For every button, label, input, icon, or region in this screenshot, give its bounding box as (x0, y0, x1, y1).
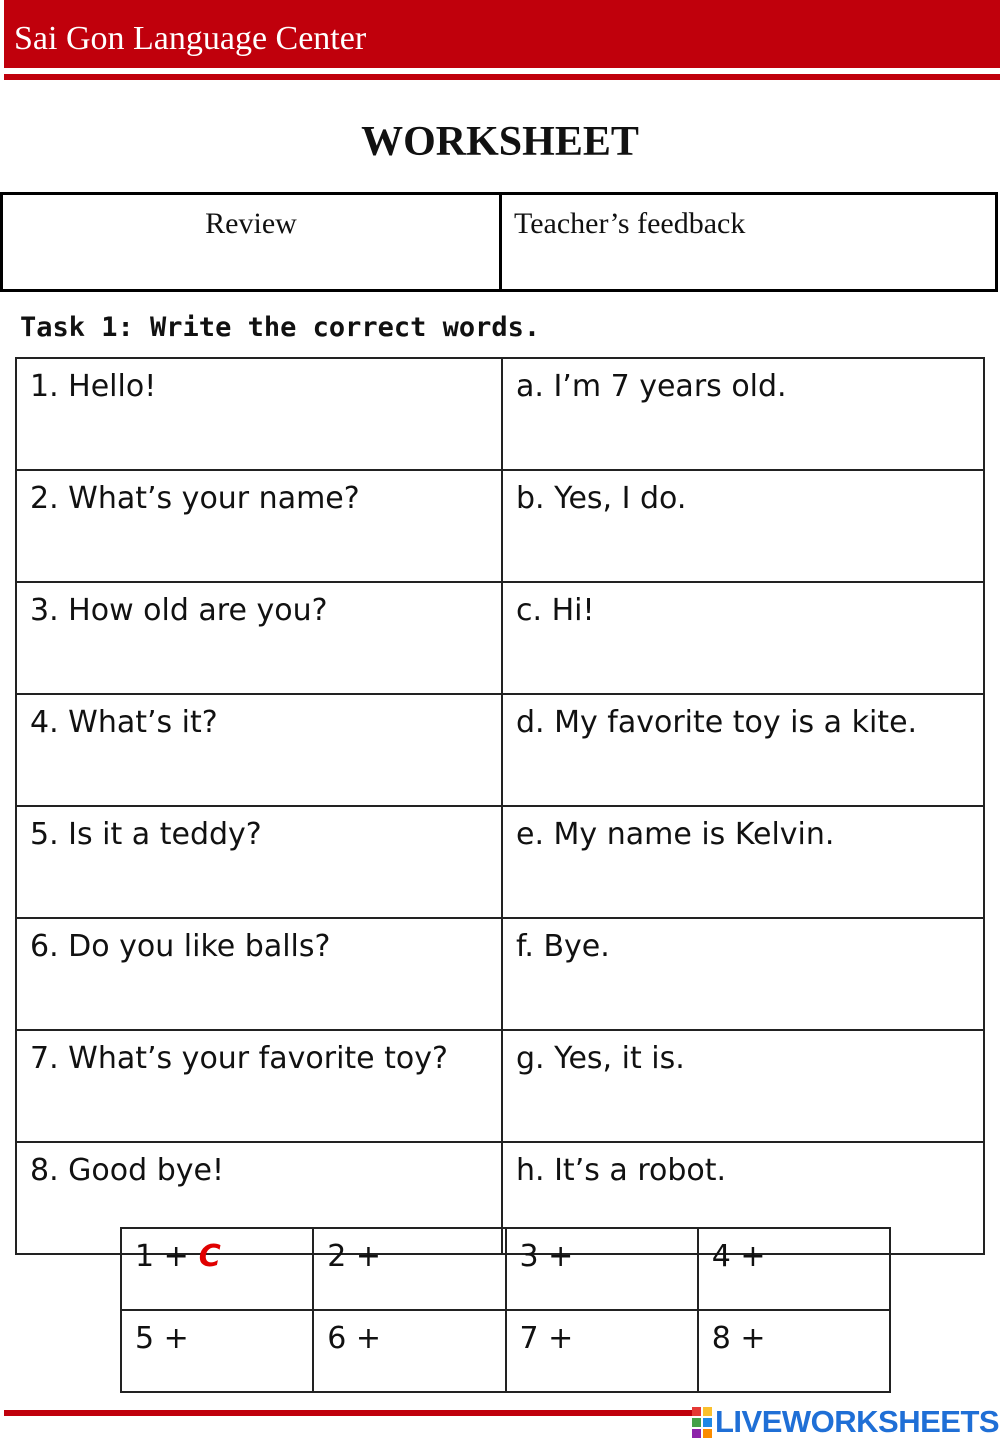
logo-block (692, 1429, 701, 1438)
table-row (16, 358, 984, 470)
question-cell: 7. What’s your favorite toy? (16, 1030, 502, 1142)
logo-block (703, 1418, 712, 1427)
logo-block (703, 1407, 712, 1416)
page-title: WORKSHEET (361, 119, 639, 165)
answer-label: 2 + (327, 1239, 382, 1274)
table-row (16, 582, 984, 694)
logo-blocks-icon (692, 1407, 712, 1438)
answer-label: 5 + (135, 1321, 189, 1356)
answer-cell-1[interactable] (121, 1228, 313, 1310)
logo-block (703, 1429, 712, 1438)
table-row (16, 470, 984, 582)
task-1-title: Task 1: Write the correct words. (20, 312, 541, 343)
answer-option-cell: h. It’s a robot. (502, 1142, 984, 1254)
table-row (16, 918, 984, 1030)
question-cell: 1. Hello! (16, 358, 502, 470)
question-cell: 8. Good bye! (16, 1142, 502, 1254)
question-cell: 5. Is it a teddy? (16, 806, 502, 918)
header-bar (4, 0, 1000, 68)
answer-option-cell: g. Yes, it is. (502, 1030, 984, 1142)
answer-cell-5[interactable] (121, 1310, 313, 1392)
answer-cell-8[interactable] (698, 1310, 890, 1392)
logo-block (692, 1418, 701, 1427)
teacher-feedback-cell (501, 194, 997, 291)
answer-cell-6[interactable] (313, 1310, 505, 1392)
answer-label: 1 + (135, 1239, 189, 1274)
review-cell (2, 194, 501, 291)
answer-cell-7[interactable] (506, 1310, 698, 1392)
question-cell: 3. How old are you? (16, 582, 502, 694)
teacher-feedback-label: Teacher’s feedback (514, 207, 746, 240)
answer-label: 4 + (711, 1239, 766, 1274)
answer-value: C (198, 1239, 221, 1274)
answer-option-cell: f. Bye. (502, 918, 984, 1030)
logo-block (692, 1407, 701, 1416)
answer-label: 8 + (711, 1321, 766, 1356)
liveworksheets-logo (692, 1405, 1000, 1439)
answer-option-cell: d. My favorite toy is a kite. (502, 694, 984, 806)
answer-cell-4[interactable] (698, 1228, 890, 1310)
table-row (16, 1030, 984, 1142)
header-title: Sai Gon Language Center (14, 20, 367, 57)
answer-option-cell: e. My name is Kelvin. (502, 806, 984, 918)
logo-text: LIVEWORKSHEETS (715, 1404, 1000, 1439)
answer-option-cell: b. Yes, I do. (502, 470, 984, 582)
answer-cell-2[interactable] (313, 1228, 505, 1310)
question-cell: 2. What’s your name? (16, 470, 502, 582)
review-box (0, 192, 998, 292)
answer-option-cell: a. I’m 7 years old. (502, 358, 984, 470)
answer-label: 6 + (327, 1321, 382, 1356)
answer-grid (120, 1227, 891, 1393)
question-cell: 6. Do you like balls? (16, 918, 502, 1030)
table-row (16, 806, 984, 918)
answer-label: 7 + (519, 1321, 574, 1356)
answer-cell-3[interactable] (506, 1228, 698, 1310)
header-divider (4, 74, 1000, 80)
question-cell: 4. What’s it? (16, 694, 502, 806)
matching-table (15, 357, 985, 1255)
table-row (16, 694, 984, 806)
answer-option-cell: c. Hi! (502, 582, 984, 694)
answer-label: 3 + (519, 1239, 574, 1274)
review-label: Review (205, 207, 297, 240)
